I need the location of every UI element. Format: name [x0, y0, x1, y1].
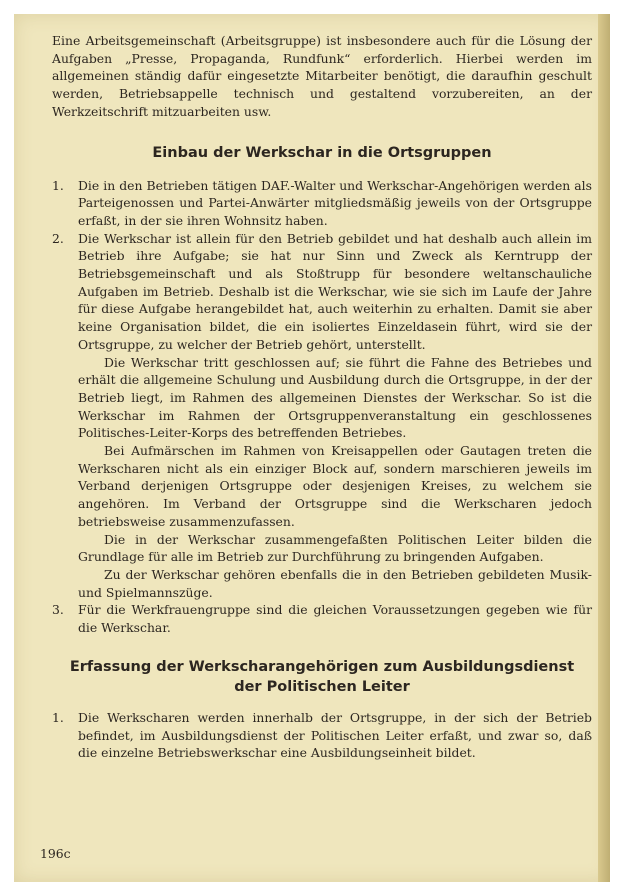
- section-title: Einbau der Werkschar in die Ortsgruppen: [152, 144, 492, 161]
- book-page: [14, 14, 610, 882]
- paragraph: Die in der Werkschar zusammengefaßten Politischen Leiter bilden die Grundlage für alle im Betrieb zur Durchführung zu bringenden Aufgaben.: [78, 531, 592, 565]
- list-item: [52, 709, 592, 762]
- paragraph: Zu der Werkschar gehören ebenfalls die in den Betrieben gebildeten Musik- und Spielmannszüge.: [78, 566, 592, 600]
- intro-paragraph: Eine Arbeitsgemeinschaft (Arbeitsgruppe) ist insbesondere auch für die Lösung der Aufgaben „Presse, Propaganda, Rundfunk“ erforderlich. Hierbei werden im allgemeinen ständig dafür eingesetzte Mitarbeiter benötigt, die daraufhin geschult werden, Betriebsappelle technisch und gestaltend vorzubereiten, an der Werkzeitschrift mitzuarbeiten usw.: [52, 33, 592, 119]
- item-text: Die in den Betrieben tätigen DAF.-Walter und Werkschar-Angehörigen werden als Parteigenossen und Partei-Anwärter mitgliedsmäßig jeweils von der Ortsgruppe erfaßt, in der sie ihren Wohnsitz haben.: [78, 177, 592, 228]
- page-edge: [598, 14, 610, 882]
- item-number: 1.: [52, 177, 64, 193]
- page-number: 196c: [40, 846, 71, 861]
- item-text: Für die Werkfrauengruppe sind die gleichen Voraussetzungen gegeben wie für die Werkschar.: [78, 602, 592, 636]
- item-text: Die Werkscharen werden innerhalb der Ortsgruppe, in der sich der Betrieb befindet, im Ausbildungsdienst der Politischen Leiter erfaßt, und zwar so, daß die einzelne Betriebswerkschar eine Ausbildungseinheit bildet.: [78, 709, 592, 761]
- page-text: [52, 32, 592, 762]
- item-number: 2.: [52, 230, 64, 246]
- section-title: [52, 657, 592, 697]
- item-number: 3.: [52, 602, 64, 618]
- section-title-line: Erfassung der Werkscharangehörigen zum Ausbildungsdienst: [69, 658, 575, 675]
- item-number: 1.: [52, 709, 64, 725]
- paragraph: Die Werkschar tritt geschlossen auf; sie führt die Fahne des Betriebes und erhält die allgemeine Schulung und Ausbildung durch die Ortsgruppe, in der der Betrieb liegt, im Rahmen des allgemeinen Dienstes der Werkschar. So ist die Werkschar im Rahmen der Ortsgruppenveranstaltung ein geschlossenes Politisches-Leiter-Korps des betreffenden Betriebes.: [78, 354, 592, 441]
- paragraph: Bei Aufmärschen im Rahmen von Kreisappellen oder Gautagen treten die Werkscharen nicht als ein einziger Block auf, sondern marschieren jeweils im Verband derjenigen Ortsgruppe oder desjenigen Kreises, zu welchem sie angehören. Im Verband der Ortsgruppe sind die Werkscharen jedoch betriebsweise zusammenzufassen.: [78, 443, 592, 529]
- item-text: Die Werkschar ist allein für den Betrieb gebildet und hat deshalb auch allein im Betrieb ihre Aufgabe; sie hat nur Sinn und Zweck als Kerntrupp der Betriebsgemeinschaft und als Stoßtrupp für besondere weltanschauliche Aufgaben im Betrieb. Deshalb ist die Werkschar, wie sie sich im Laufe der Jahre für diese Aufgabe herangebildet hat, auch weiterhin zu erhalten. Damit sie aber keine Organisation bildet, die ein isoliertes Einzeldasein führt, wird sie der Ortsgruppe, zu welcher der Betrieb gehört, unterstellt.: [78, 230, 592, 352]
- list-item: [52, 601, 592, 636]
- section-title-line: der Politischen Leiter: [234, 678, 410, 695]
- item-continuation: [52, 354, 592, 602]
- list-item: [52, 230, 592, 354]
- list-item: [52, 177, 592, 230]
